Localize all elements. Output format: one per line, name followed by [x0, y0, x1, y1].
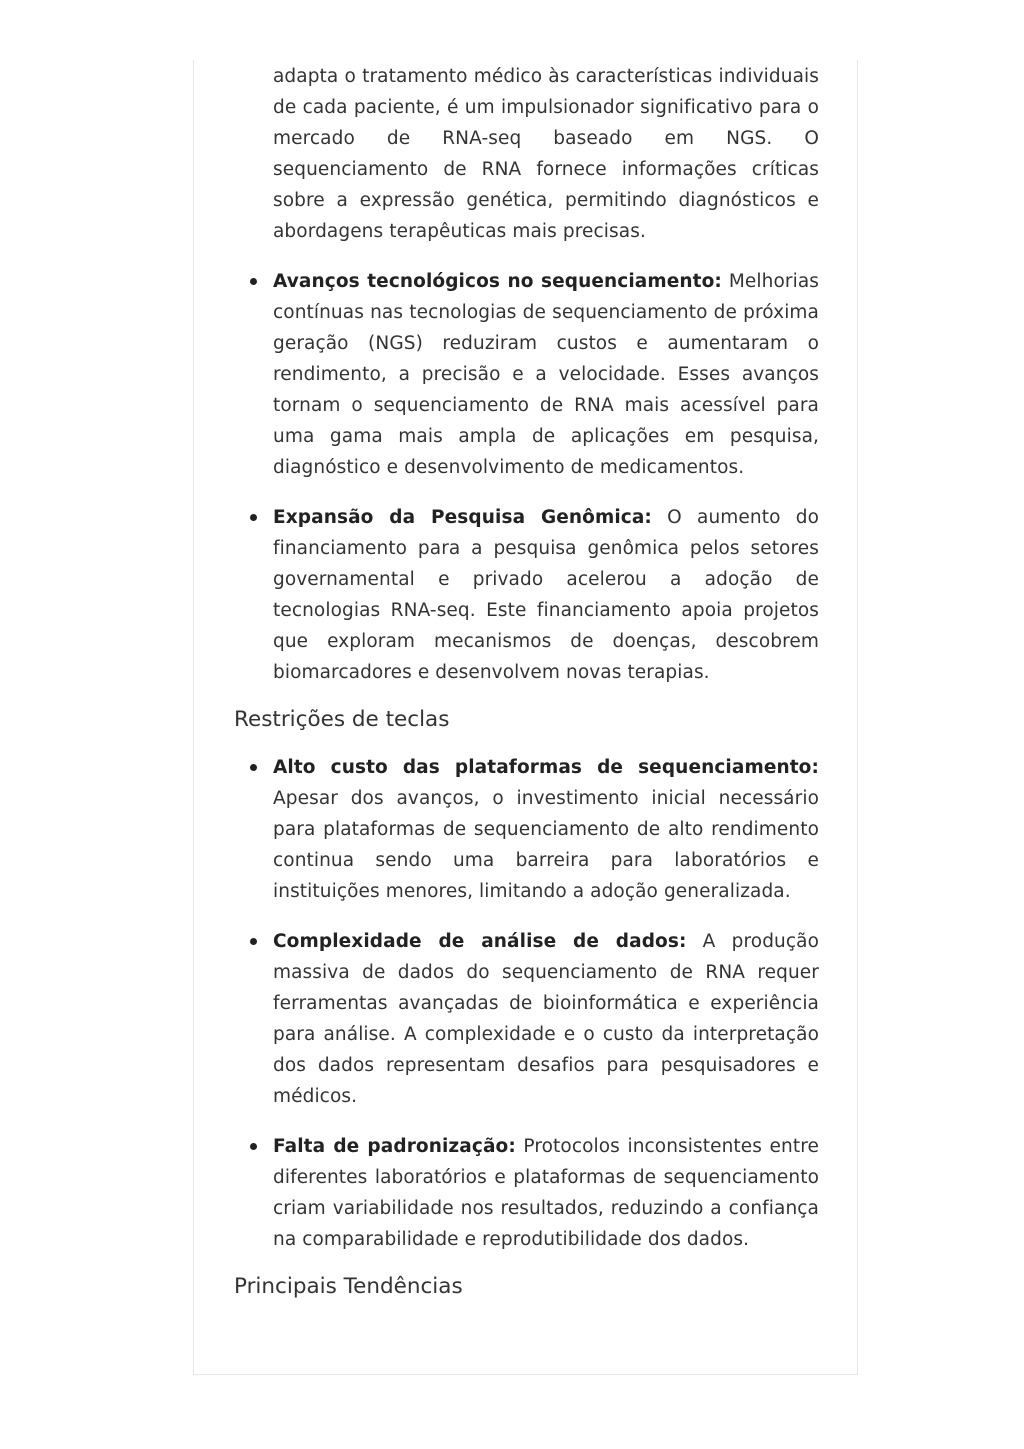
bullet-text: A produção massiva de dados do sequenciamento de RNA requer ferramentas avançadas de bioinformática e experiência para análise. A complexidade e o custo da interpretação dos dados representam desafios para pesquisadores e médicos.: [273, 931, 819, 1107]
bullet-dot-icon: [250, 764, 257, 771]
bullet-label: Falta de padronização:: [273, 1136, 516, 1157]
list-item-restraint-data-analysis: [234, 926, 819, 1112]
restraints-heading: Restrições de teclas: [234, 707, 450, 732]
list-item-driver-technology: [234, 266, 819, 483]
list-item-restraint-standardization: [234, 1131, 819, 1255]
list-item-restraint-cost: [234, 752, 819, 907]
bullet-text: Melhorias contínuas nas tecnologias de sequenciamento de próxima geração (NGS) reduziram custos e aumentaram o rendimento, a precisão e a velocidade. Esses avanços tornam o sequenciamento de RNA mais acessível para uma gama mais ampla de aplicações em pesquisa, diagnóstico e desenvolvimento de medicamentos.: [273, 271, 819, 478]
intro-paragraph: adapta o tratamento médico às características individuais de cada paciente, é um impulsionador significativo para o mercado de RNA-seq baseado em NGS. O sequenciamento de RNA fornece informações críticas sobre a expressão genética, permitindo diagnósticos e abordagens terapêuticas mais precisas.: [273, 66, 819, 242]
bullet-dot-icon: [250, 514, 257, 521]
bullet-label: Avanços tecnológicos no sequenciamento:: [273, 271, 722, 292]
article-content: [234, 60, 819, 1302]
bullet-text: Apesar dos avanços, o investimento inicial necessário para plataformas de sequenciamento de alto rendimento continua sendo uma barreira para laboratórios e instituições menores, limitando a adoção generalizada.: [273, 788, 819, 902]
bullet-text: O aumento do financiamento para a pesquisa genômica pelos setores governamental e privado acelerou a adoção de tecnologias RNA-seq. Este financiamento apoia projetos que exploram mecanismos de doenças, descobrem biomarcadores e desenvolvem novas terapias.: [273, 507, 819, 683]
bullet-dot-icon: [250, 1143, 257, 1150]
trends-heading: Principais Tendências: [234, 1274, 463, 1299]
list-item-driver-genomic-research: [234, 502, 819, 688]
bullet-label: Alto custo das plataformas de sequenciamento:: [273, 757, 819, 778]
bullet-text: Protocolos inconsistentes entre diferentes laboratórios e plataformas de sequenciamento criam variabilidade nos resultados, reduzindo a confiança na comparabilidade e reprodutibilidade dos dados.: [273, 1136, 819, 1250]
bullet-label: Expansão da Pesquisa Genômica:: [273, 507, 652, 528]
bullet-label: Complexidade de análise de dados:: [273, 931, 687, 952]
bullet-dot-icon: [250, 278, 257, 285]
bullet-dot-icon: [250, 938, 257, 945]
document-page: [193, 60, 858, 1375]
